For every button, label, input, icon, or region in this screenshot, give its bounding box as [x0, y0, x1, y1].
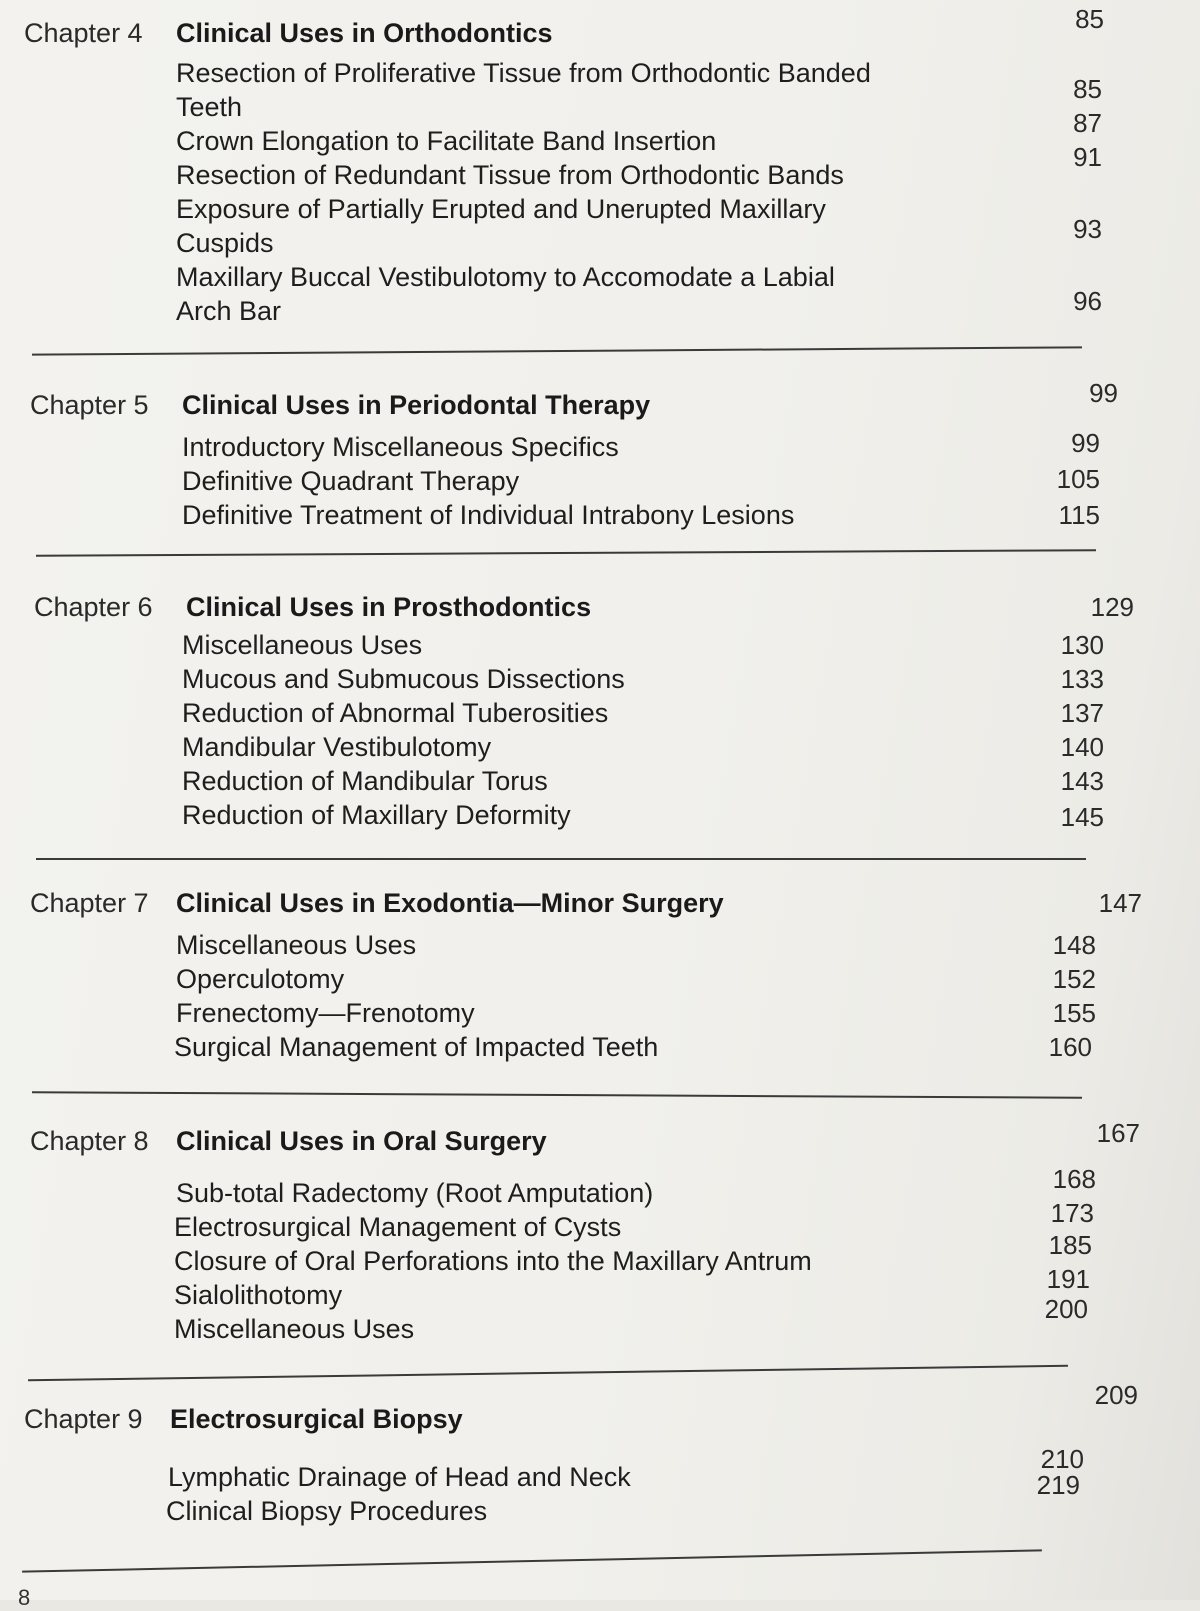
chapter-title: Clinical Uses in Oral Surgery [176, 1126, 547, 1156]
toc-entry [176, 286, 1102, 328]
toc-entry [182, 696, 1104, 730]
chapter-title: Clinical Uses in Prosthodontics [186, 592, 592, 622]
toc-entry [176, 260, 1076, 294]
entry-title: Reduction of Maxillary Deformity [182, 800, 571, 830]
chapter-label: Chapter 6 [34, 592, 153, 622]
toc-entry [176, 142, 1102, 192]
chapter-label: Chapter 7 [30, 888, 149, 918]
chapter-title: Clinical Uses in Exodontia—Minor Surgery [176, 888, 724, 918]
entry-page-number: 160 [1048, 1032, 1092, 1062]
entry-title: Definitive Quadrant Therapy [182, 466, 520, 496]
entry-title: Exposure of Partially Erupted and Unerupted Maxillary [176, 194, 826, 224]
entry-title: Miscellaneous Uses [174, 1314, 415, 1344]
toc-entry [182, 428, 1100, 464]
chapter-label: Chapter 4 [24, 18, 143, 48]
entry-title: Introductory Miscellaneous Specifics [182, 432, 619, 462]
entry-page-number: 96 [1073, 286, 1102, 316]
entry-title: Maxillary Buccal Vestibulotomy to Accomodate a Labial [176, 262, 835, 292]
toc-entry [182, 498, 1100, 532]
chapter-page-number: 85 [1075, 4, 1104, 34]
toc-entry [174, 1198, 1094, 1244]
entry-page-number: 115 [1058, 500, 1100, 530]
section-divider [22, 1549, 1042, 1572]
entry-title: Lymphatic Drainage of Head and Neck [168, 1462, 631, 1492]
entry-page-number: 93 [1073, 214, 1102, 244]
chapter-page-number: 129 [1090, 592, 1134, 622]
toc-entry [182, 662, 1104, 696]
entry-page-number: 143 [1060, 766, 1104, 796]
section-divider [28, 1365, 1068, 1382]
entry-title: Sialolithotomy [174, 1280, 343, 1310]
toc-entry [176, 192, 1076, 226]
entry-page-number: 85 [1073, 74, 1102, 104]
entry-page-number: 145 [1060, 802, 1104, 832]
toc-entry [176, 962, 1096, 996]
toc-entry [174, 1030, 1092, 1064]
entry-title: Crown Elongation to Facilitate Band Insertion [176, 126, 717, 156]
entry-page-number: 219 [1036, 1470, 1080, 1500]
entry-title: Frenectomy—Frenotomy [176, 998, 475, 1028]
toc-entry [168, 1444, 1084, 1494]
entry-title: Reduction of Mandibular Torus [182, 766, 548, 796]
entry-title: Resection of Redundant Tissue from Orthodontic Bands [176, 160, 844, 190]
chapter-label: Chapter 9 [24, 1404, 143, 1434]
toc-entry [182, 764, 1104, 798]
section-divider [36, 858, 1086, 860]
entry-title: Miscellaneous Uses [176, 930, 417, 960]
toc-entry [174, 1230, 1092, 1278]
entry-title: Sub-total Radectomy (Root Amputation) [176, 1178, 654, 1208]
entry-title: Mucous and Submucous Dissections [182, 664, 625, 694]
entry-title: Electrosurgical Management of Cysts [174, 1212, 622, 1242]
entry-page-number: 99 [1071, 428, 1100, 458]
entry-page-number: 105 [1056, 464, 1100, 494]
chapter-label: Chapter 5 [30, 390, 149, 420]
entry-title: Miscellaneous Uses [182, 630, 423, 660]
entry-title: Teeth [176, 92, 243, 122]
entry-title: Arch Bar [176, 296, 282, 326]
entry-page-number: 91 [1073, 142, 1102, 172]
entry-page-number: 168 [1052, 1164, 1096, 1194]
chapter-title: Clinical Uses in Periodontal Therapy [182, 390, 651, 420]
entry-page-number: 173 [1050, 1198, 1094, 1228]
entry-title: Cuspids [176, 228, 274, 258]
entry-page-number: 155 [1052, 998, 1096, 1028]
chapter-page-number: 209 [1094, 1380, 1138, 1410]
entry-page-number: 140 [1060, 732, 1104, 762]
toc-entry [176, 214, 1102, 260]
chapter-title: Electrosurgical Biopsy [170, 1404, 463, 1434]
entry-page-number: 87 [1073, 108, 1102, 138]
entry-title: Operculotomy [176, 964, 345, 994]
entry-page-number: 133 [1060, 664, 1104, 694]
toc-entry [182, 628, 1104, 662]
chapter-page-number: 99 [1089, 378, 1118, 408]
entry-title: Resection of Proliferative Tissue from Orthodontic Banded [176, 58, 871, 88]
entry-title: Surgical Management of Impacted Teeth [174, 1032, 659, 1062]
section-divider [32, 346, 1082, 355]
toc-entry [182, 464, 1100, 498]
entry-title: Reduction of Abnormal Tuberosities [182, 698, 609, 728]
entry-page-number: 191 [1046, 1264, 1090, 1294]
entry-title: Definitive Treatment of Individual Intrabony Lesions [182, 500, 795, 530]
entry-title: Clinical Biopsy Procedures [166, 1496, 488, 1526]
section-divider [36, 549, 1096, 557]
page-footer-number: 8 [18, 1585, 31, 1610]
section-divider [32, 1091, 1082, 1098]
toc-entry [176, 56, 1076, 90]
entry-page-number: 200 [1044, 1294, 1088, 1324]
entry-title: Closure of Oral Perforations into the Maxillary Antrum [174, 1246, 812, 1276]
entry-page-number: 210 [1040, 1444, 1084, 1474]
chapter-page-number: 167 [1096, 1118, 1140, 1148]
entry-page-number: 130 [1060, 630, 1104, 660]
entry-page-number: 185 [1048, 1230, 1092, 1260]
toc-entry [176, 1164, 1096, 1210]
entry-page-number: 148 [1052, 930, 1096, 960]
chapter-label: Chapter 8 [30, 1126, 149, 1156]
entry-page-number: 152 [1052, 964, 1096, 994]
chapter-page-number: 147 [1098, 888, 1142, 918]
entry-page-number: 137 [1060, 698, 1104, 728]
chapter-title: Clinical Uses in Orthodontics [176, 18, 553, 48]
toc-entry [176, 928, 1096, 962]
entry-title: Mandibular Vestibulotomy [182, 732, 492, 762]
toc-entry [182, 730, 1104, 764]
toc-entry [182, 798, 1104, 832]
toc-entry [176, 996, 1096, 1030]
